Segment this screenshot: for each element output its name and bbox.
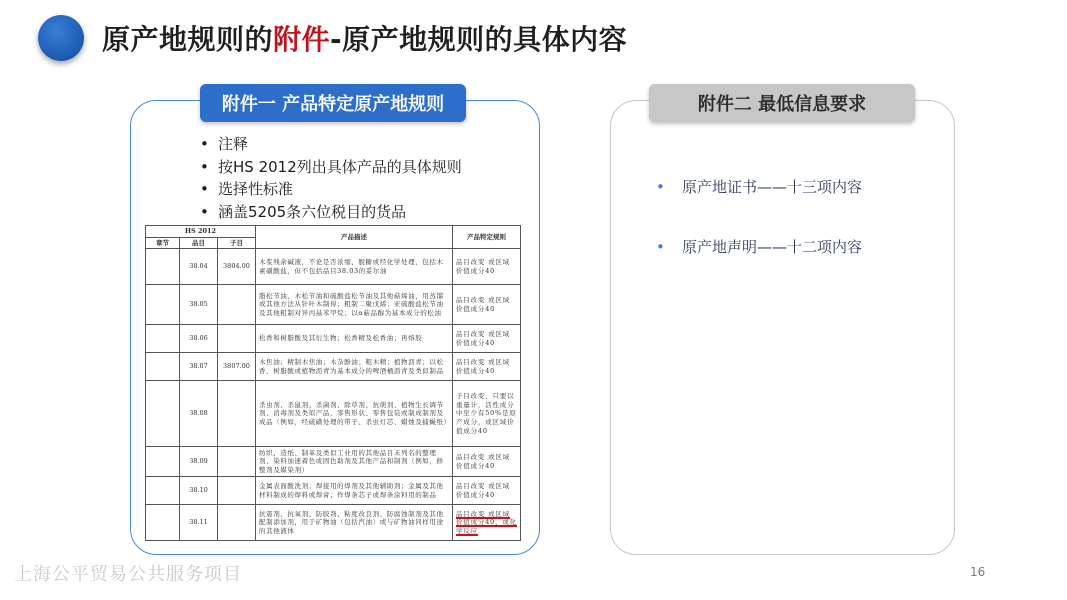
annex-two-list-1: [656, 176, 862, 197]
chapter-cell: [146, 249, 180, 285]
table-row: [146, 447, 521, 477]
heading-cell: 38.07: [180, 353, 218, 381]
annex-two-tab: 附件二 最低信息要求: [649, 84, 915, 122]
heading-cell: 38.05: [180, 285, 218, 325]
description-cell: 脂松节油、木松节油和硫酸盐松节油及其他萜烯油，用蒸馏或其他方法从针叶木制得；粗制二聚戊烯；亚硫酸盐松节油及其他粗制对异丙基苯甲烷；以α萜品醇为基本成分的松油: [256, 285, 453, 325]
column-header-subheading: 子目: [218, 237, 256, 249]
chapter-cell: [146, 477, 180, 505]
table-row: [146, 249, 521, 285]
annex-two-item: • 原产地证书——十三项内容: [656, 176, 862, 197]
description-cell: 杀虫剂、杀鼠剂、杀菌剂、除草剂、抗萌剂、植物生长调节剂、消毒剂及类似产品，零售形状、零售包装或制成制剂及成品（例如，经硫磺处理的带子、杀虫灯芯、蜡烛及捕蝇纸）: [256, 381, 453, 447]
subheading-cell: [218, 447, 256, 477]
bullet-item: • 选择性标准: [200, 178, 462, 201]
table-row: [146, 353, 521, 381]
description-cell: 木焦油；精制木焦油；木杂酚油；粗木精；植物沥青；以松香、树脂酸或植物沥青为基本成分的啤酒桶沥青及类似制品: [256, 353, 453, 381]
rule-cell-underlined: 品目改变 或区域价值成分40，或化学反应: [453, 505, 521, 541]
heading-cell: 38.04: [180, 249, 218, 285]
column-header-heading: 品目: [180, 237, 218, 249]
bullet-item: • 注释: [200, 133, 462, 156]
page-title: [102, 18, 627, 58]
column-header-description: 产品描述: [256, 226, 453, 249]
rule-cell: 子目改变，只要以重量计，活性成分中至少有50%是原产成分，或区域价值成分40: [453, 381, 521, 447]
annex-two-list-2: [656, 236, 862, 257]
description-cell: 松香和树脂酸及其衍生物；松香精及松香油；再熔胶: [256, 325, 453, 353]
table-row: [146, 381, 521, 447]
annex-one-tab: 附件一 产品特定原产地规则: [200, 84, 466, 122]
bullet-item: • 涵盖5205条六位税目的货品: [200, 201, 462, 224]
chapter-cell: [146, 381, 180, 447]
title-part2: -原产地规则的具体内容: [330, 23, 628, 56]
table-row: [146, 505, 521, 541]
subheading-cell: [218, 325, 256, 353]
subheading-cell: [218, 477, 256, 505]
rule-cell: 品目改变 或区域价值成分40: [453, 477, 521, 505]
page-number: 16: [970, 565, 986, 579]
product-rules-table: [145, 225, 521, 541]
table-row: [146, 325, 521, 353]
annex-one-bullets: [200, 133, 462, 223]
rule-cell: 品目改变 或区域价值成分40: [453, 249, 521, 285]
title-highlight: 附件: [273, 23, 331, 56]
heading-cell: 38.11: [180, 505, 218, 541]
rule-cell: 品目改变 或区域价值成分40: [453, 285, 521, 325]
title-part1: 原产地规则的: [102, 23, 274, 56]
chapter-cell: [146, 285, 180, 325]
heading-cell: 38.10: [180, 477, 218, 505]
heading-cell: 38.08: [180, 381, 218, 447]
subheading-cell: 3804.00: [218, 249, 256, 285]
description-cell: 纺织、造纸、制革及类似工业用的其他品目未列名的整理剂、染料加速着色或固色助剂及其他产品和制剂（例如，修整剂及媒染剂）: [256, 447, 453, 477]
bullet-item: • 按HS 2012列出具体产品的具体规则: [200, 156, 462, 179]
rule-cell: 品目改变 或区域价值成分40: [453, 353, 521, 381]
chapter-cell: [146, 447, 180, 477]
subheading-cell: [218, 285, 256, 325]
rule-cell: 品目改变 或区域价值成分40: [453, 325, 521, 353]
heading-cell: 38.06: [180, 325, 218, 353]
chapter-cell: [146, 353, 180, 381]
column-header-rule: 产品特定规则: [453, 226, 521, 249]
chapter-cell: [146, 325, 180, 353]
description-cell: 金属表面酸洗剂；焊接用的焊剂及其他辅助剂；金属及其他材料制成的焊料或焊膏；作焊条芯子或焊条涂料用的制品: [256, 477, 453, 505]
subheading-cell: [218, 505, 256, 541]
rule-cell: 品目改变 或区域价值成分40: [453, 447, 521, 477]
heading-cell: 38.09: [180, 447, 218, 477]
annex-two-item: • 原产地声明——十二项内容: [656, 236, 862, 257]
subheading-cell: [218, 381, 256, 447]
description-cell: 抗震剂、抗氧剂、防胶剂、粘度改良剂、防腐蚀制剂及其他配制添加剂，用于矿物油（包括汽油）或与矿物油同样用途的其他液体: [256, 505, 453, 541]
table-row: [146, 477, 521, 505]
column-header-chapter: 章节: [146, 237, 180, 249]
chapter-cell: [146, 505, 180, 541]
description-cell: 木浆残余碱液，不论是否浓缩、脱糖或经化学处理，包括木素磺酸盐，但不包括品目38.03的妥尔油: [256, 249, 453, 285]
title-bullet-icon: [38, 15, 84, 61]
subheading-cell: 3807.00: [218, 353, 256, 381]
footer-organization: 上海公平贸易公共服务项目: [14, 564, 242, 585]
table-row: [146, 285, 521, 325]
annex-two-panel: [610, 100, 955, 555]
hs-group-header: HS 2012: [146, 226, 256, 238]
